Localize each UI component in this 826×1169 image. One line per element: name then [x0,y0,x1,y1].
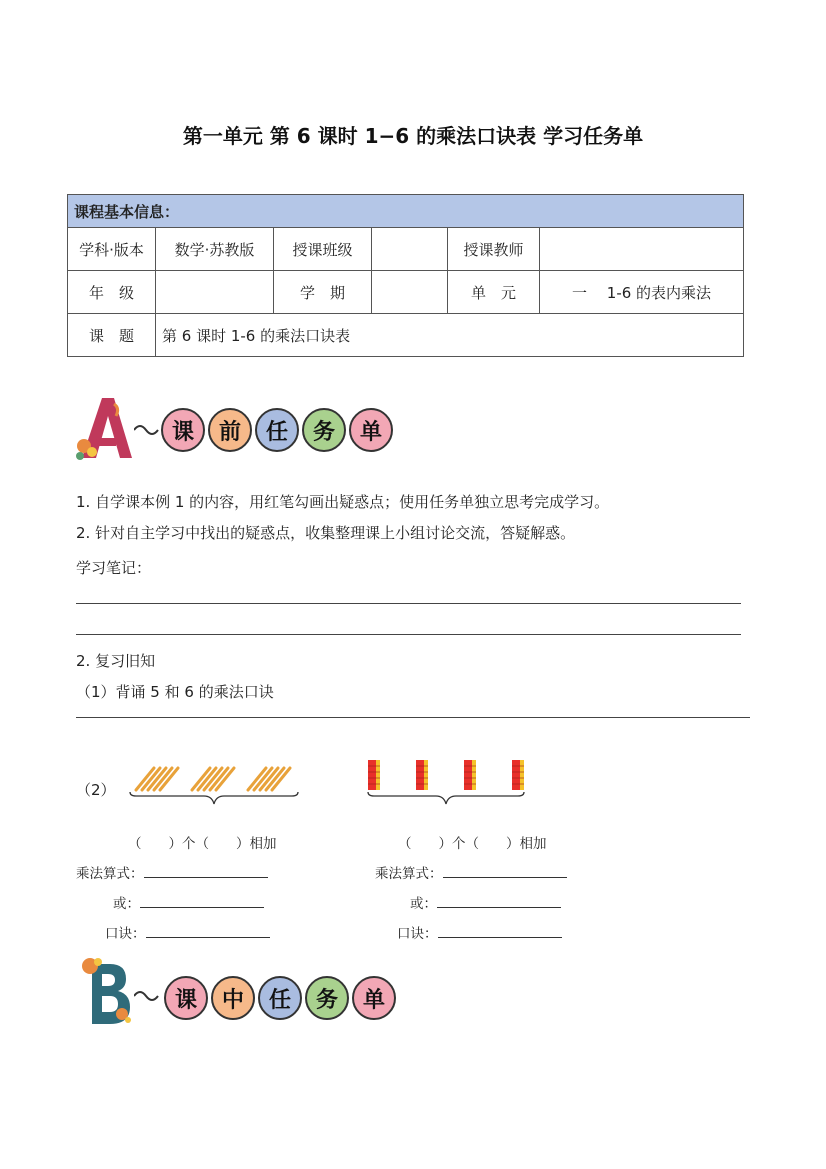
banner-a-char-5: 单 [349,408,393,452]
left-or-label: 或： [113,896,140,912]
left-or-row [113,892,264,912]
left-add-text: （ ）个（ ）相加 [128,836,277,852]
grade-label: 年 级 [68,271,156,314]
banner-pre-class [74,394,404,462]
banner-a-char-3: 任 [255,408,299,452]
teacher-value[interactable] [540,228,744,271]
teacher-label: 授课教师 [448,228,540,271]
review-answer-line[interactable] [76,717,750,718]
banner-b-char-2: 中 [211,976,255,1020]
left-rhyme-label: 口诀： [105,926,146,942]
right-rhyme-row [397,922,562,942]
review-q2: （2） [76,781,116,799]
left-formula-row [76,862,268,882]
right-or-label: 或： [410,896,437,912]
page-title: 第一单元 第 6 课时 1−6 的乘法口诀表 学习任务单 [182,124,644,148]
unit-label: 单 元 [448,271,540,314]
right-or-blank[interactable] [437,893,561,908]
left-formula-label: 乘法算式： [76,866,144,882]
banner-b-char-5: 单 [352,976,396,1020]
banner-b-char-4: 务 [305,976,349,1020]
unit-value: 一 1-6 的表内乘法 [540,271,744,314]
right-or-row [410,892,561,912]
left-formula-blank[interactable] [144,863,268,878]
class-value[interactable] [372,228,448,271]
review-title: 2. 复习旧知 [76,652,156,670]
right-formula-blank[interactable] [443,863,567,878]
banner-b-char-3: 任 [258,976,302,1020]
term-value[interactable] [372,271,448,314]
banner-a-char-2: 前 [208,408,252,452]
topic-value: 第 6 课时 1-6 的乘法口诀表 [156,314,744,357]
pre-task-1: 1. 自学课本例 1 的内容，用红笔勾画出疑惑点；使用任务单独立思考完成学习。 [76,493,610,511]
notes-line-1[interactable] [76,603,741,604]
left-rhyme-row [105,922,270,942]
right-rhyme-label: 口诀： [397,926,438,942]
right-add-text: （ ）个（ ）相加 [398,836,547,852]
cubes-group-picture [362,756,532,810]
right-rhyme-blank[interactable] [438,923,562,938]
pre-task-2: 2. 针对自主学习中找出的疑惑点，收集整理课上小组讨论交流，答疑解惑。 [76,524,576,542]
notes-line-2[interactable] [76,634,741,635]
course-info-table [67,194,744,357]
term-label: 学 期 [274,271,372,314]
sticks-group-picture [128,762,303,810]
right-formula-row [375,862,567,882]
banner-in-class [78,956,408,1030]
banner-a-char-4: 务 [302,408,346,452]
banner-a-char-1: 课 [161,408,205,452]
subject-value: 数学·苏教版 [156,228,274,271]
class-label: 授课班级 [274,228,372,271]
table-header: 课程基本信息： [68,195,744,228]
review-q1: （1）背诵 5 和 6 的乘法口诀 [76,683,274,701]
grade-value[interactable] [156,271,274,314]
notes-label: 学习笔记： [76,559,152,577]
letter-b-decoration-icon [78,956,138,1030]
topic-label: 课 题 [68,314,156,357]
right-formula-label: 乘法算式： [375,866,443,882]
banner-b-char-1: 课 [164,976,208,1020]
connector-squiggle-icon [134,420,164,440]
connector-squiggle-icon [134,986,164,1006]
left-or-blank[interactable] [140,893,264,908]
letter-a-decoration-icon [74,394,140,462]
left-rhyme-blank[interactable] [146,923,270,938]
subject-label: 学科·版本 [68,228,156,271]
